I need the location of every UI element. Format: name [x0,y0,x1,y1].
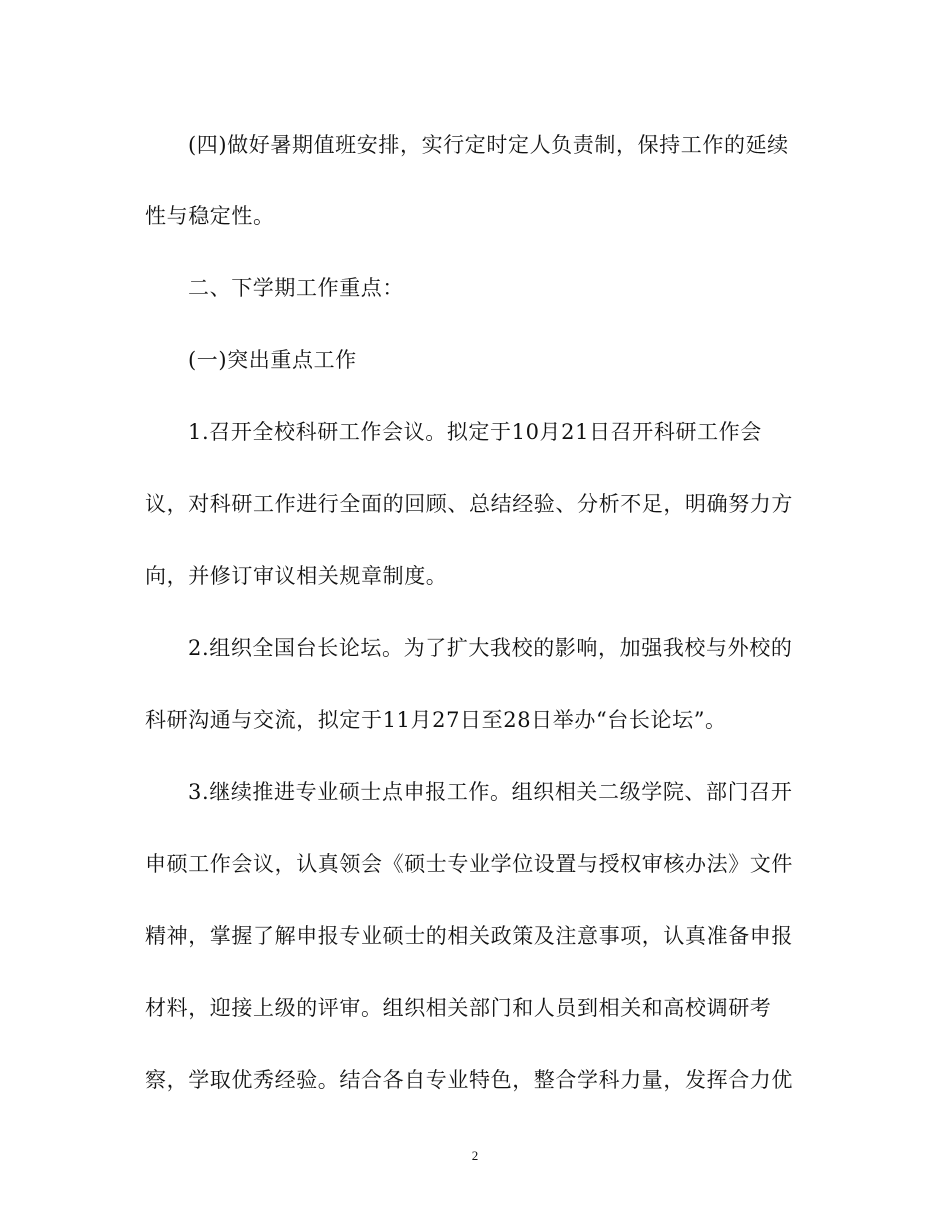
paragraph-line: 性与稳定性。 [145,204,275,228]
page-number: 2 [471,1148,479,1163]
paragraph-line: 2.组织全国台长论坛。为了扩大我校的影响，加强我校与外校的 [188,636,793,660]
paragraph-line: 察，学取优秀经验。结合各自专业特色，整合学科力量，发挥合力优 [145,1068,793,1092]
paragraph-line: 1.召开全校科研工作会议。拟定于10月21日召开科研工作会 [188,420,762,444]
paragraph-line: 科研沟通与交流，拟定于11月27日至28日举办“台长论坛”。 [145,708,727,732]
paragraph-line: 3.继续推进专业硕士点申报工作。组织相关二级学院、部门召开 [188,780,793,804]
paragraph-line: 材料，迎接上级的评审。组织相关部门和人员到相关和高校调研考 [145,996,772,1020]
subsection-heading: (一)突出重点工作 [188,348,357,372]
paragraph-line: 向，并修订审议相关规章制度。 [145,564,448,588]
paragraph-line: 议，对科研工作进行全面的回顾、总结经验、分析不足，明确努力方 [145,492,793,516]
paragraph-line: 申硕工作会议，认真领会《硕士专业学位设置与授权审核办法》文件 [145,852,793,876]
paragraph-line: 精神，掌握了解申报专业硕士的相关政策及注意事项，认真准备申报 [145,924,793,948]
paragraph-line: (四)做好暑期值班安排，实行定时定人负责制，保持工作的延续 [188,133,789,157]
section-heading: 二、下学期工作重点： [188,276,404,300]
